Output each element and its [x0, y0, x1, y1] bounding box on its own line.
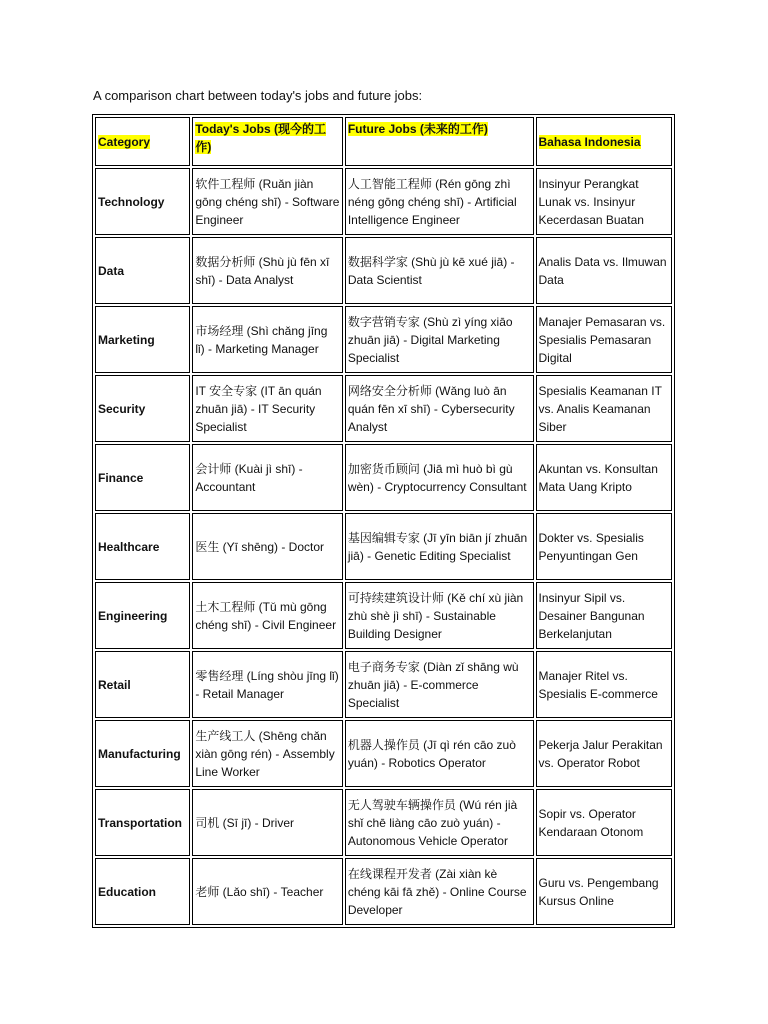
- row-today-job: 会计师 (Kuài jì shī) - Accountant: [192, 444, 343, 511]
- table-row: [95, 651, 672, 718]
- row-bahasa: Insinyur Sipil vs. Desainer Bangunan Berkelanjutan: [536, 582, 673, 649]
- row-today-job: IT 安全专家 (IT ān quán zhuān jiā) - IT Security Specialist: [192, 375, 343, 442]
- row-future-job: 在线课程开发者 (Zài xiàn kè chéng kāi fā zhě) - Online Course Developer: [345, 858, 534, 925]
- row-category: Technology: [95, 168, 190, 235]
- row-category: Security: [95, 375, 190, 442]
- row-bahasa: Pekerja Jalur Perakitan vs. Operator Robot: [536, 720, 673, 787]
- row-category: Retail: [95, 651, 190, 718]
- row-future-job: 数据科学家 (Shù jù kē xué jiā) - Data Scientist: [345, 237, 534, 304]
- row-today-job: 土木工程师 (Tǔ mù gōng chéng shī) - Civil Engineer: [192, 582, 343, 649]
- table-row: [95, 858, 672, 925]
- row-bahasa: Spesialis Keamanan IT vs. Analis Keamanan Siber: [536, 375, 673, 442]
- row-today-job: 数据分析师 (Shù jù fēn xī shī) - Data Analyst: [192, 237, 343, 304]
- row-bahasa: Dokter vs. Spesialis Penyuntingan Gen: [536, 513, 673, 580]
- table-row: [95, 513, 672, 580]
- comparison-table-body: [95, 117, 672, 925]
- table-row: [95, 375, 672, 442]
- row-bahasa: Analis Data vs. Ilmuwan Data: [536, 237, 673, 304]
- row-future-job: 加密货币顾问 (Jiā mì huò bì gù wèn) - Cryptocurrency Consultant: [345, 444, 534, 511]
- row-bahasa: Akuntan vs. Konsultan Mata Uang Kripto: [536, 444, 673, 511]
- row-future-job: 数字营销专家 (Shù zì yíng xiāo zhuān jiā) - Digital Marketing Specialist: [345, 306, 534, 373]
- row-category: Data: [95, 237, 190, 304]
- row-bahasa: Manajer Ritel vs. Spesialis E-commerce: [536, 651, 673, 718]
- row-future-job: 基因编辑专家 (Jī yīn biān jí zhuān jiā) - Genetic Editing Specialist: [345, 513, 534, 580]
- row-future-job: 无人驾驶车辆操作员 (Wú rén jià shǐ chē liàng cāo zuò yuán) - Autonomous Vehicle Operator: [345, 789, 534, 856]
- row-bahasa: Manajer Pemasaran vs. Spesialis Pemasaran Digital: [536, 306, 673, 373]
- row-category: Education: [95, 858, 190, 925]
- header-future-jobs: Future Jobs (未来的工作): [347, 122, 488, 136]
- table-row: [95, 789, 672, 856]
- table-row: [95, 444, 672, 511]
- row-future-job: 机器人操作员 (Jī qì rén cāo zuò yuán) - Robotics Operator: [345, 720, 534, 787]
- row-today-job: 医生 (Yī shēng) - Doctor: [192, 513, 343, 580]
- table-row: [95, 168, 672, 235]
- table-header-row: [95, 117, 672, 166]
- table-row: [95, 720, 672, 787]
- table-row: [95, 306, 672, 373]
- row-today-job: 生产线工人 (Shēng chǎn xiàn gōng rén) - Assembly Line Worker: [192, 720, 343, 787]
- header-today-cell: [192, 117, 343, 166]
- header-bahasa-indonesia: Bahasa Indonesia: [538, 135, 641, 149]
- row-today-job: 零售经理 (Líng shòu jīng lǐ) - Retail Manager: [192, 651, 343, 718]
- header-category: Category: [98, 135, 151, 149]
- comparison-table: [92, 114, 675, 928]
- header-category-cell: [95, 117, 190, 166]
- row-today-job: 老师 (Lǎo shī) - Teacher: [192, 858, 343, 925]
- header-today-jobs: Today's Jobs (现今的工作): [195, 122, 326, 154]
- table-row: [95, 582, 672, 649]
- row-future-job: 电子商务专家 (Diàn zǐ shāng wù zhuān jiā) - E-commerce Specialist: [345, 651, 534, 718]
- row-today-job: 软件工程师 (Ruǎn jiàn gōng chéng shī) - Software Engineer: [192, 168, 343, 235]
- row-future-job: 可持续建筑设计师 (Kě chí xù jiàn zhù shè jì shī) - Sustainable Building Designer: [345, 582, 534, 649]
- row-category: Manufacturing: [95, 720, 190, 787]
- row-category: Engineering: [95, 582, 190, 649]
- row-bahasa: Guru vs. Pengembang Kursus Online: [536, 858, 673, 925]
- row-today-job: 市场经理 (Shì chǎng jīng lǐ) - Marketing Manager: [192, 306, 343, 373]
- header-bahasa-cell: [536, 117, 673, 166]
- intro-text: A comparison chart between today's jobs and future jobs:: [93, 88, 423, 103]
- row-category: Finance: [95, 444, 190, 511]
- row-bahasa: Insinyur Perangkat Lunak vs. Insinyur Kecerdasan Buatan: [536, 168, 673, 235]
- table-row: [95, 237, 672, 304]
- row-future-job: 网络安全分析师 (Wǎng luò ān quán fēn xī shī) - Cybersecurity Analyst: [345, 375, 534, 442]
- header-future-cell: [345, 117, 534, 166]
- row-category: Marketing: [95, 306, 190, 373]
- row-bahasa: Sopir vs. Operator Kendaraan Otonom: [536, 789, 673, 856]
- row-future-job: 人工智能工程师 (Rén gōng zhì néng gōng chéng shī) - Artificial Intelligence Engineer: [345, 168, 534, 235]
- row-category: Healthcare: [95, 513, 190, 580]
- row-category: Transportation: [95, 789, 190, 856]
- row-today-job: 司机 (Sī jī) - Driver: [192, 789, 343, 856]
